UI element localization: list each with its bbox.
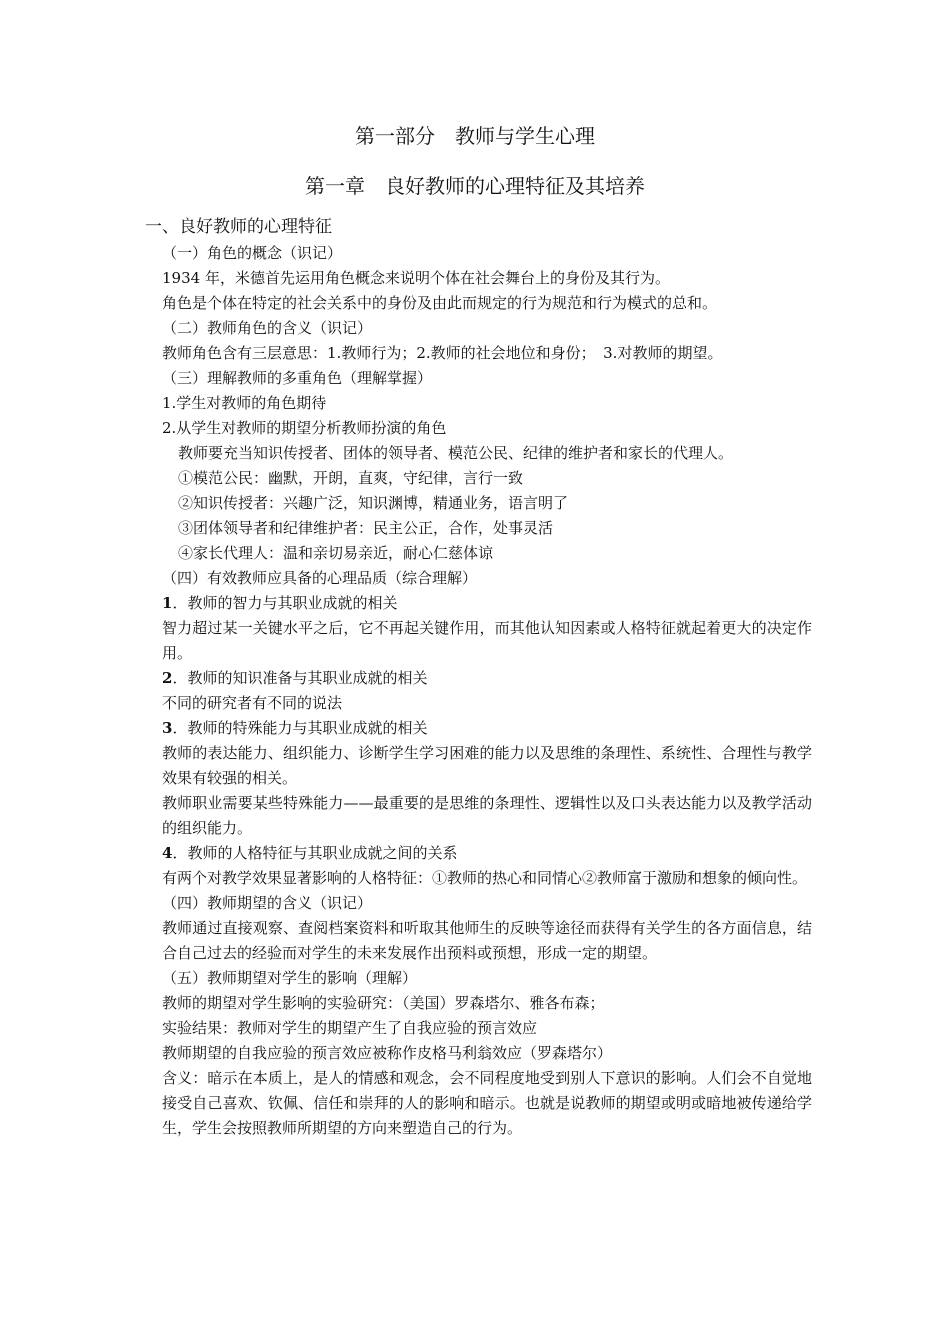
paragraph: 1934 年，米德首先运用角色概念来说明个体在社会舞台上的身份及其行为。 [162,269,670,287]
subsection-heading: （二）教师角色的含义（识记） [162,319,373,337]
numbered-heading: 4．教师的人格特征与其职业成就之间的关系 [162,844,458,862]
subsection-heading: （一）角色的概念（识记） [162,244,343,262]
item-number: 4 [162,844,173,862]
numbered-heading: 1．教师的智力与其职业成就的相关 [162,594,398,612]
paragraph: 含义：暗示在本质上，是人的情感和观念，会不同程度地受到别人下意识的影响。人们会不自觉地接受自己喜欢、钦佩、信任和崇拜的人的影响和暗示。也就是说教师的期望或明或暗地被传递给学生，学生会按照教师所期望的方向来塑造自己的行为。 [162,1069,812,1137]
section-title: 一、良好教师的心理特征 [145,217,332,237]
paragraph: 教师通过直接观察、查阅档案资料和听取其他师生的反映等途径而获得有关学生的各方面信息，结合自己过去的经验而对学生的未来发展作出预料或预想，形成一定的期望。 [162,919,812,962]
paragraph: 教师期望的自我应验的预言效应被称作皮格马利翁效应（罗森塔尔） [162,1044,613,1062]
subsection-heading: （三）理解教师的多重角色（理解掌握） [162,369,433,387]
paragraph: 智力超过某一关键水平之后，它不再起关键作用，而其他认知因素或人格特征就起着更大的决定作用。 [162,619,812,662]
list-item: 1.学生对教师的角色期待 [162,394,327,412]
subsection-heading: （四）有效教师应具备的心理品质（综合理解） [162,569,478,587]
paragraph: 教师的表达能力、组织能力、诊断学生学习困难的能力以及思维的条理性、系统性、合理性与教学效果有较强的相关。 [162,744,812,787]
item-number: 3 [162,719,173,737]
body-text [162,241,812,1141]
subsection-heading: （五）教师期望对学生的影响（理解） [162,969,418,987]
paragraph: 不同的研究者有不同的说法 [162,694,343,712]
item-number: 1 [162,594,173,612]
list-item: ②知识传授者：兴趣广泛，知识渊博，精通业务，语言明了 [178,494,569,512]
list-item: ③团体领导者和纪律维护者：民主公正，合作，处事灵活 [178,519,554,537]
list-item: ①模范公民：幽默，开朗，直爽，守纪律，言行一致 [178,469,524,487]
item-number: 2 [162,669,173,687]
part-title: 第一部分 教师与学生心理 [355,124,595,148]
subsection-heading: （四）教师期望的含义（识记） [162,894,373,912]
paragraph: 教师角色含有三层意思：1.教师行为；2.教师的社会地位和身份； 3.对教师的期望。 [162,344,723,362]
paragraph: 实验结果：教师对学生的期望产生了自我应验的预言效应 [162,1019,538,1037]
paragraph: 教师职业需要某些特殊能力——最重要的是思维的条理性、逻辑性以及口头表达能力以及教学活动的组织能力。 [162,794,812,837]
chapter-title: 第一章 良好教师的心理特征及其培养 [305,174,645,198]
list-item: ④家长代理人：温和亲切易亲近，耐心仁慈体谅 [178,544,494,562]
paragraph: 教师要充当知识传授者、团体的领导者、模范公民、纪律的维护者和家长的代理人。 [178,444,734,462]
paragraph: 教师的期望对学生影响的实验研究：（美国）罗森塔尔、雅各布森； [162,994,605,1012]
paragraph: 有两个对教学效果显著影响的人格特征：①教师的热心和同情心②教师富于激励和想象的倾向性。 [162,869,808,887]
numbered-heading: 2．教师的知识准备与其职业成就的相关 [162,669,428,687]
numbered-heading: 3．教师的特殊能力与其职业成就的相关 [162,719,428,737]
list-item: 2.从学生对教师的期望分析教师扮演的角色 [162,419,447,437]
paragraph: 角色是个体在特定的社会关系中的身份及由此而规定的行为规范和行为模式的总和。 [162,294,718,312]
